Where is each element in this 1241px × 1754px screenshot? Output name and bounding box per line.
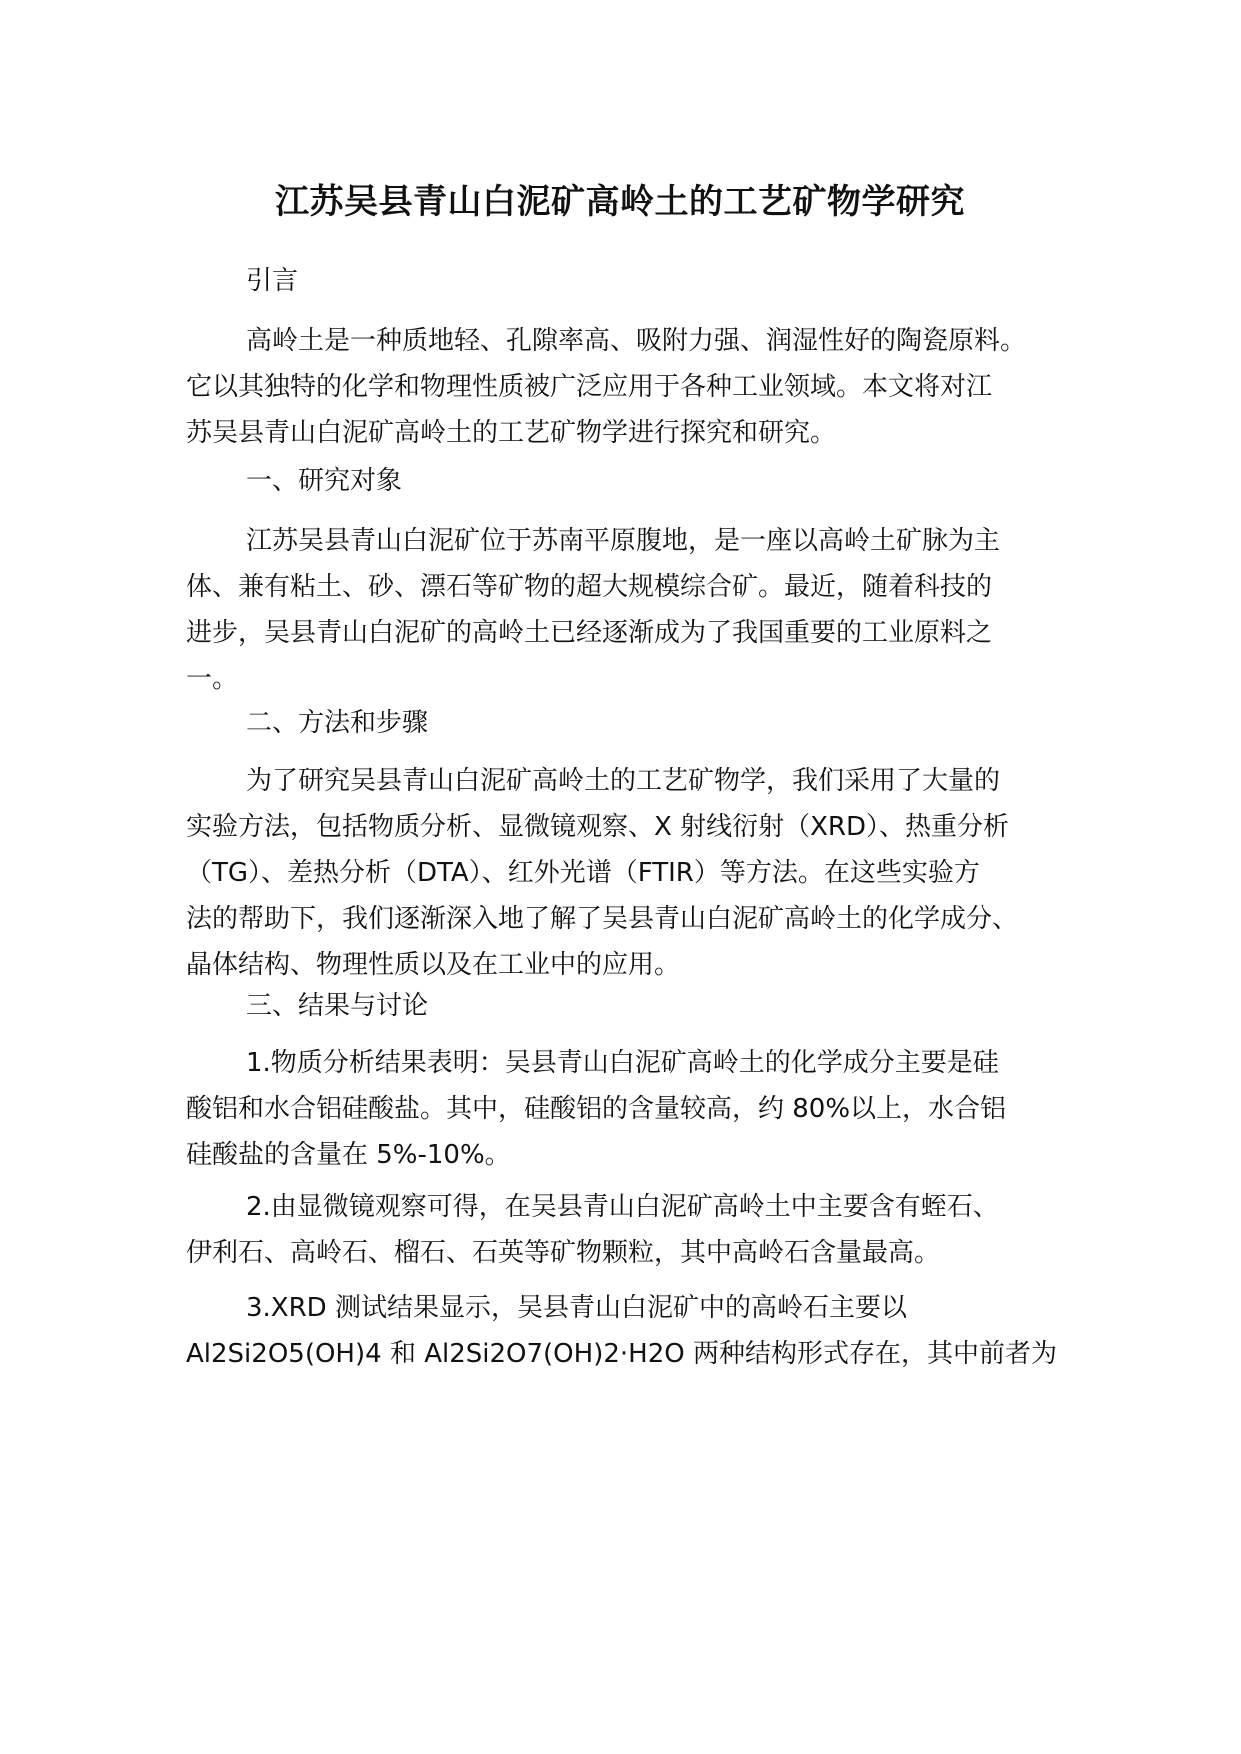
intro-heading [186, 258, 1086, 304]
paragraph-line: 高岭土是一种质地轻、孔隙率高、吸附力强、润湿性好的陶瓷原料。 [246, 326, 1027, 356]
paragraph-line: 酸铝和水合铝硅酸盐。其中，硅酸铝的含量较高，约 80%以上，水合铝 [186, 1094, 1007, 1124]
section-2-paragraph [186, 758, 1086, 988]
paragraph-line: 伊利石、高岭石、榴石、石英等矿物颗粒，其中高岭石含量最高。 [186, 1238, 941, 1268]
section-3-heading [186, 983, 1086, 1029]
paragraph-line: （TG）、差热分析（DTA）、红外光谱（FTIR）等方法。在这些实验方 [186, 858, 980, 888]
paragraph-line: 一。 [186, 664, 239, 694]
section-2-heading-text: 二、方法和步骤 [246, 708, 429, 738]
intro-heading-text: 引言 [246, 266, 299, 296]
paragraph-line: 江苏吴县青山白泥矿位于苏南平原腹地，是一座以高岭土矿脉为主 [246, 526, 1001, 556]
paragraph-line: 它以其独特的化学和物理性质被广泛应用于各种工业领域。本文将对江 [186, 372, 993, 402]
section-2-heading [186, 700, 1086, 746]
result-2-paragraph [186, 1184, 1086, 1276]
paragraph-line: 为了研究吴县青山白泥矿高岭土的工艺矿物学，我们采用了大量的 [246, 766, 1001, 796]
section-1-paragraph [186, 518, 1086, 702]
paragraph-line: 法的帮助下，我们逐渐深入地了解了吴县青山白泥矿高岭土的化学成分、 [186, 904, 1019, 934]
intro-paragraph [186, 318, 1086, 456]
paragraph-line: 2.由显微镜观察可得，在吴县青山白泥矿高岭土中主要含有蛭石、 [246, 1192, 999, 1222]
result-3-paragraph [186, 1285, 1086, 1377]
paragraph-line: 体、兼有粘土、砂、漂石等矿物的超大规模综合矿。最近，随着科技的 [186, 572, 993, 602]
paragraph-line: 进步，吴县青山白泥矿的高岭土已经逐渐成为了我国重要的工业原料之 [186, 618, 993, 648]
section-1-heading-text: 一、研究对象 [246, 466, 403, 496]
paragraph-line: 晶体结构、物理性质以及在工业中的应用。 [186, 950, 681, 980]
paragraph-line: 1.物质分析结果表明：吴县青山白泥矿高岭土的化学成分主要是硅 [246, 1048, 999, 1078]
paragraph-line: 实验方法，包括物质分析、显微镜观察、X 射线衍射（XRD）、热重分析 [186, 812, 1009, 842]
paragraph-line: 硅酸盐的含量在 5%-10%。 [186, 1140, 511, 1170]
paragraph-line: Al2Si2O5(OH)4 和 Al2Si2O7(OH)2·H2O 两种结构形式存在，其中前者为 [186, 1339, 1057, 1369]
section-1-heading [186, 458, 1086, 504]
document-title: 江苏吴县青山白泥矿高岭土的工艺矿物学研究 [275, 182, 965, 222]
section-3-heading-text: 三、结果与讨论 [246, 991, 429, 1021]
paragraph-line: 苏吴县青山白泥矿高岭土的工艺矿物学进行探究和研究。 [186, 418, 837, 448]
paragraph-line: 3.XRD 测试结果显示，吴县青山白泥矿中的高岭石主要以 [246, 1293, 907, 1323]
result-1-paragraph [186, 1040, 1086, 1178]
